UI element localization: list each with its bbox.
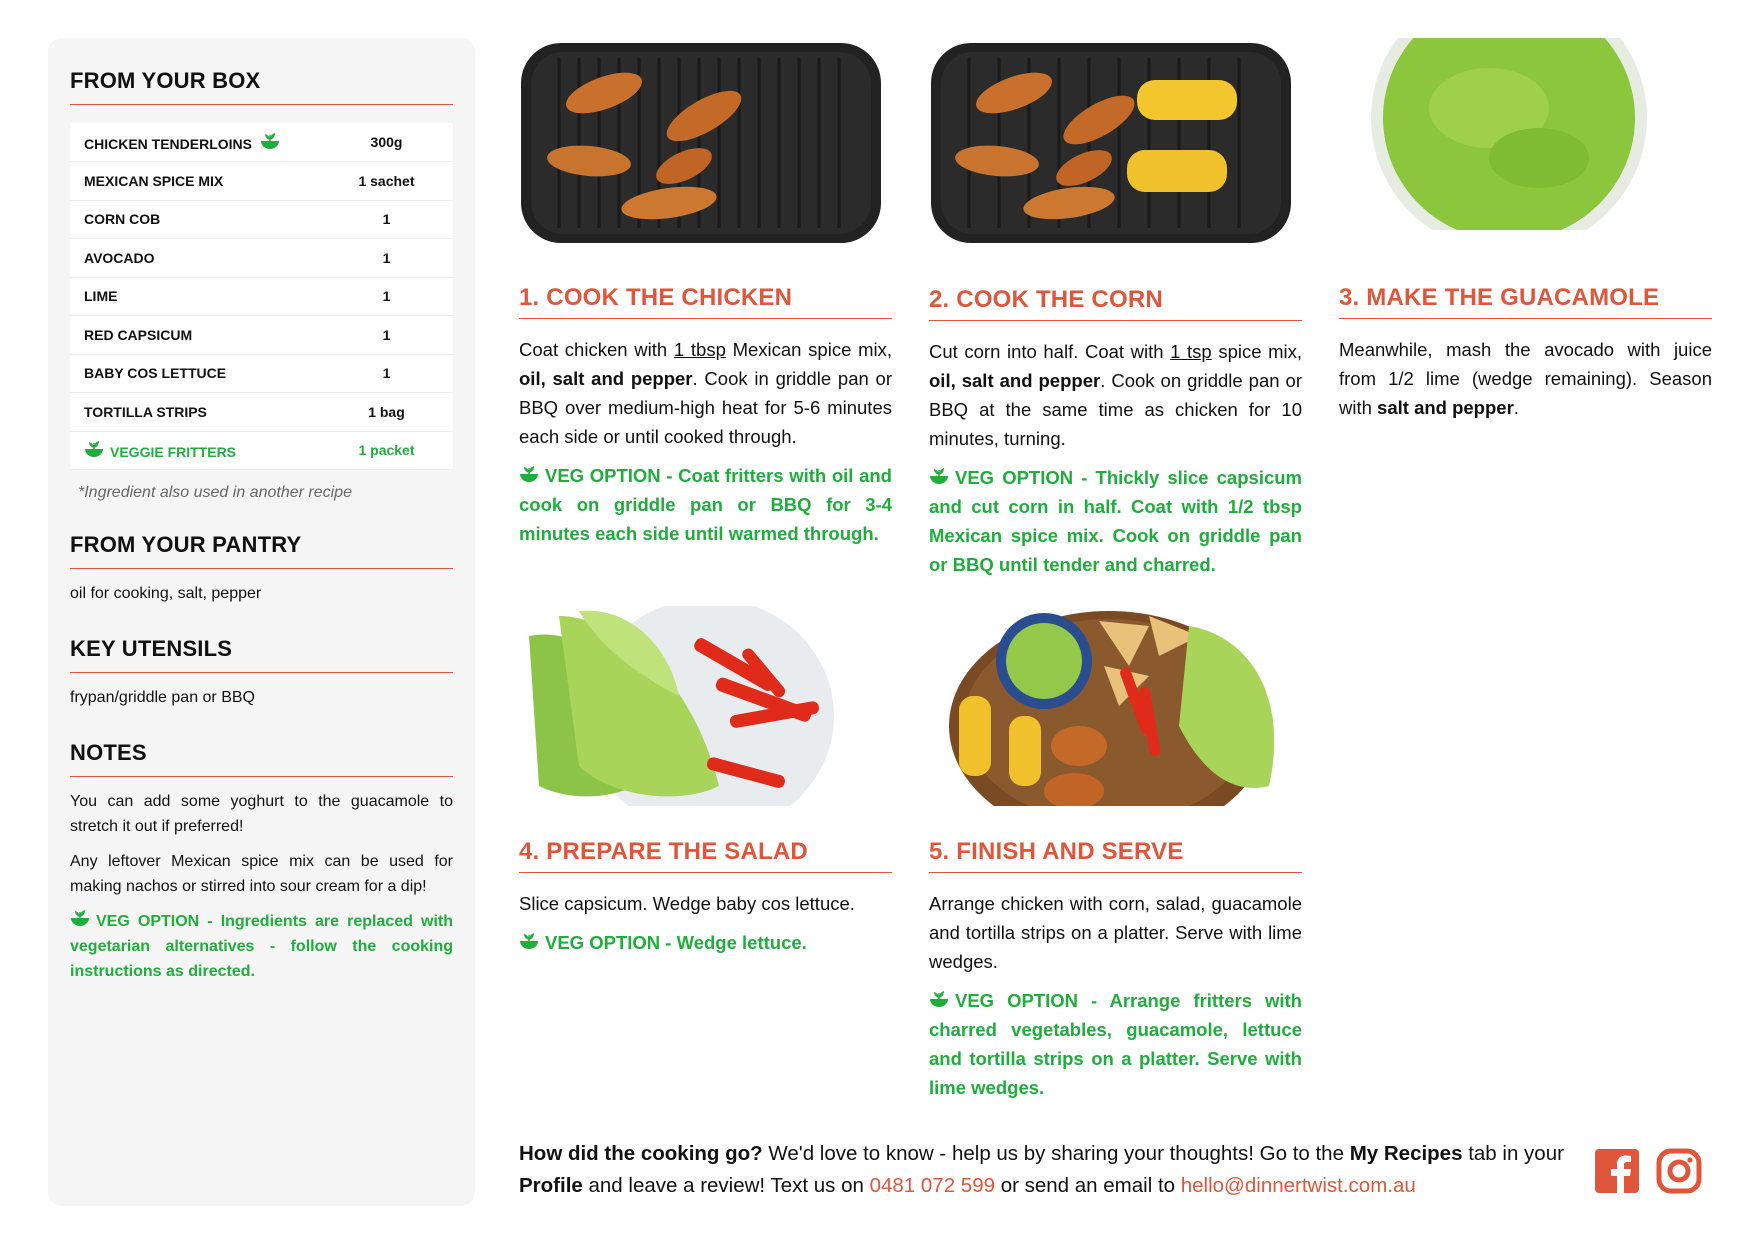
- ingredient-row: [70, 393, 453, 432]
- ingredient-name: VEGGIE FRITTERS: [70, 431, 320, 470]
- ingredient-row: [70, 162, 453, 201]
- chicken-and-corn-on-griddle-image: [929, 38, 1302, 248]
- step-4-title: 4. PREPARE THE SALAD: [519, 838, 892, 873]
- serving-platter-image: [929, 606, 1302, 816]
- ingredient-row: [70, 431, 453, 470]
- notes-paragraph-2: Any leftover Mexican spice mix can be used for making nachos or stirred into sour cream for a dip!: [70, 853, 453, 895]
- ingredient-name: TORTILLA STRIPS: [70, 393, 320, 432]
- ingredient-quantity: 1: [320, 239, 453, 278]
- ingredient-quantity: 1 sachet: [320, 162, 453, 201]
- veg-bowl-icon: [519, 932, 539, 952]
- step-3: [1339, 38, 1712, 432]
- step-4-text: Slice capsicum. Wedge baby cos lettuce.: [519, 893, 855, 914]
- step-1: [519, 38, 892, 558]
- ingredient-row: [70, 316, 453, 355]
- step-5-text: Arrange chicken with corn, salad, guacamole and tortilla strips on a platter. Serve with lime wedges.: [929, 893, 1302, 972]
- step-4: [519, 606, 892, 967]
- ingredient-row: [70, 277, 453, 316]
- ingredient-quantity: 1: [320, 354, 453, 393]
- email-link[interactable]: hello@dinnertwist.com.au: [1180, 1174, 1416, 1197]
- step-4-veg-option: VEG OPTION - Wedge lettuce.: [519, 928, 892, 957]
- chicken-on-griddle-image: [519, 38, 892, 248]
- ingredient-quantity: 1 bag: [320, 393, 453, 432]
- ingredient-quantity: 1: [320, 200, 453, 239]
- ingredients-table: [70, 123, 453, 470]
- ingredient-quantity: 300g: [320, 123, 453, 162]
- from-your-box-heading: FROM YOUR BOX: [70, 68, 453, 105]
- notes-paragraph-1: You can add some yoghurt to the guacamole to stretch it out if preferred!: [70, 793, 453, 835]
- utensils-text: frypan/griddle pan or BBQ: [70, 689, 255, 706]
- ingredient-quantity: 1 packet: [320, 431, 453, 470]
- instagram-icon[interactable]: [1656, 1148, 1702, 1194]
- facebook-icon[interactable]: [1594, 1148, 1640, 1194]
- ingredient-name: LIME: [70, 277, 320, 316]
- step-2-title: 2. COOK THE CORN: [929, 286, 1302, 321]
- notes-heading: NOTES: [70, 740, 453, 777]
- ingredients-panel: [48, 38, 475, 1206]
- pantry-text: oil for cooking, salt, pepper: [70, 585, 262, 602]
- pantry-section: [70, 532, 453, 606]
- ingredient-quantity: 1: [320, 277, 453, 316]
- ingredient-row: [70, 123, 453, 162]
- pantry-heading: FROM YOUR PANTRY: [70, 532, 453, 569]
- veg-bowl-icon: [519, 465, 539, 485]
- ingredient-quantity: 1: [320, 316, 453, 355]
- lettuce-and-capsicum-plate-image: [519, 606, 892, 816]
- ingredient-name: AVOCADO: [70, 239, 320, 278]
- ingredient-name: BABY COS LETTUCE: [70, 354, 320, 393]
- step-2-text: Cut corn into half. Coat with 1 tsp spice mix, oil, salt and pepper. Cook on griddle pan or BBQ at the same time as chicken for 10 minutes, turning.: [929, 341, 1303, 449]
- utensils-heading: KEY UTENSILS: [70, 636, 453, 673]
- veg-bowl-icon: [260, 132, 280, 152]
- profile-link[interactable]: Profile: [519, 1174, 583, 1197]
- ingredient-footnote: *Ingredient also used in another recipe: [78, 484, 352, 501]
- guacamole-bowl-image: [1339, 38, 1712, 248]
- ingredient-name: MEXICAN SPICE MIX: [70, 162, 320, 201]
- phone-link[interactable]: 0481 072 599: [869, 1174, 995, 1197]
- step-2-veg-option: VEG OPTION - Thickly slice capsicum and cut corn in half. Coat with 1/2 tbsp Mexican spice mix. Cook on griddle pan or BBQ until tender and charred.: [929, 467, 1302, 575]
- ingredient-row: [70, 354, 453, 393]
- notes-section: [70, 740, 453, 984]
- ingredient-row: [70, 200, 453, 239]
- step-3-title: 3. MAKE THE GUACAMOLE: [1339, 284, 1712, 319]
- recipe-steps: [519, 0, 1719, 1239]
- step-5: [929, 606, 1302, 1112]
- utensils-section: [70, 636, 453, 710]
- notes-veg-option: VEG OPTION - Ingredients are replaced with vegetarian alternatives - follow the cooking instructions as directed.: [70, 909, 453, 984]
- ingredient-name: CHICKEN TENDERLOINS: [70, 123, 320, 162]
- step-1-veg-option: VEG OPTION - Coat fritters with oil and cook on griddle pan or BBQ for 3-4 minutes each side until warmed through.: [519, 465, 892, 544]
- feedback-footer: How did the cooking go? We'd love to know - help us by sharing your thoughts! Go to the My Recipes tab in your Profile and leave a review! Text us on 0481 072 599 or send an email to hello@dinnertwist.com.au: [519, 1142, 1564, 1197]
- ingredient-name: CORN COB: [70, 200, 320, 239]
- veg-bowl-icon: [929, 467, 949, 487]
- veg-bowl-icon: [929, 990, 949, 1010]
- step-1-text: Coat chicken with 1 tbsp Mexican spice mix, oil, salt and pepper. Cook in griddle pan or BBQ over medium-high heat for 5-6 minutes each side or until cooked through.: [519, 339, 893, 447]
- step-1-title: 1. COOK THE CHICKEN: [519, 284, 892, 319]
- veg-bowl-icon: [70, 909, 90, 929]
- veg-bowl-icon: [84, 440, 104, 460]
- my-recipes-link[interactable]: My Recipes: [1349, 1142, 1463, 1165]
- ingredient-name: RED CAPSICUM: [70, 316, 320, 355]
- step-3-text: Meanwhile, mash the avocado with juice from 1/2 lime (wedge remaining). Season with salt and pepper.: [1339, 339, 1712, 418]
- step-5-veg-option: VEG OPTION - Arrange fritters with charred vegetables, guacamole, lettuce and tortilla strips on a platter. Serve with lime wedges.: [929, 990, 1302, 1098]
- step-5-title: 5. FINISH AND SERVE: [929, 838, 1302, 873]
- ingredient-row: [70, 239, 453, 278]
- step-2: [929, 38, 1302, 589]
